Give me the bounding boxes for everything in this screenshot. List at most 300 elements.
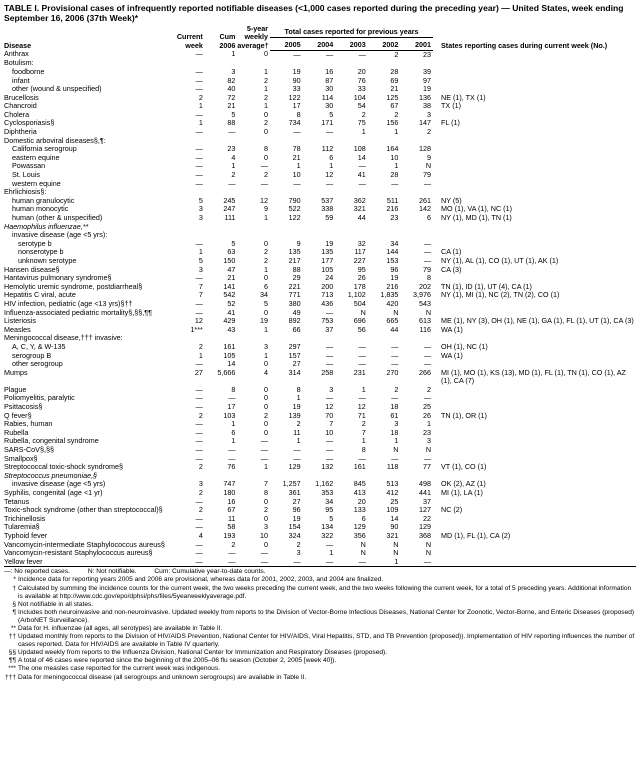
table-row (4, 455, 636, 464)
case-count: 66 (292, 325, 301, 334)
case-count (270, 223, 303, 232)
disease-name: Hemolytic uremic syndrome, postdiarrheal§ (4, 282, 143, 291)
states-reporting (433, 240, 636, 249)
disease-name: Typhoid fever (4, 531, 48, 540)
case-count: 30 (325, 102, 334, 111)
case-count: — (423, 179, 432, 188)
case-count: 1,162 (315, 480, 334, 489)
case-count: 845 (353, 480, 366, 489)
disease-name: Powassan (12, 162, 46, 171)
table-row (4, 317, 636, 326)
case-count: 6 (427, 214, 432, 222)
table-row (4, 274, 636, 283)
case-count: 14 (390, 514, 399, 523)
footnote (4, 649, 636, 657)
case-count: 49 (292, 308, 301, 317)
case-count: 3 (394, 420, 399, 429)
case-count: 25 (390, 497, 399, 506)
disease-name: Haemophilus influenzae,** (4, 222, 89, 231)
case-count: — (195, 446, 203, 455)
case-count: 34 (325, 497, 334, 506)
case-count: 2 (361, 420, 366, 429)
case-count: 0 (264, 360, 269, 369)
case-count: 47 (227, 265, 236, 274)
disease-name: Measles (4, 325, 31, 334)
case-count: 1 (264, 463, 269, 472)
case-count: 2 (264, 248, 269, 257)
case-count: 164 (386, 145, 399, 154)
header-year: 2001 (400, 37, 433, 50)
case-count: 95 (357, 265, 366, 274)
footnote (4, 585, 636, 601)
disease-name: Hepatitis C viral, acute (4, 291, 76, 300)
case-count: — (293, 446, 301, 455)
case-count: 200 (321, 282, 334, 291)
footnote (4, 674, 636, 682)
case-count (335, 223, 368, 232)
disease-name: Anthrax (4, 50, 29, 59)
case-count: 9 (264, 205, 269, 214)
case-count: 1 (264, 85, 269, 94)
table-row (4, 506, 636, 515)
case-count: — (326, 446, 334, 455)
case-count: 380 (288, 299, 301, 308)
case-count: N (425, 162, 432, 171)
case-count: 156 (386, 119, 399, 128)
states-reporting (433, 360, 636, 369)
footnote-text: A total of 46 cases were reported since the beginning of the 2005–06 flu season (October 2, 2005 [week 40]). (18, 657, 337, 665)
table-header (4, 25, 636, 50)
disease-name: Rubella, congenital syndrome (4, 437, 99, 446)
case-count: — (228, 446, 236, 455)
case-count: 12 (357, 403, 366, 412)
case-count: 1 (264, 102, 269, 111)
case-count: 7 (361, 428, 366, 437)
case-count: 2 (394, 110, 399, 119)
states-reporting: NY (1), AL (1), CO (1), UT (1), AK (1) (441, 256, 559, 265)
case-count: — (195, 497, 203, 506)
case-count (172, 223, 205, 232)
case-count: 23 (227, 145, 236, 154)
table-row (4, 300, 636, 309)
states-reporting (433, 137, 636, 146)
case-count: 270 (386, 368, 399, 377)
case-count (237, 231, 270, 240)
case-count: 153 (386, 256, 399, 265)
footnote (4, 609, 636, 625)
case-count: 88 (227, 119, 236, 128)
case-count (303, 188, 336, 197)
disease-name: eastern equine (12, 153, 60, 162)
states-reporting: MI (1), MO (1), KS (13), MD (1), FL (1), TN (1), CO (1), AZ (1), CA (7) (441, 368, 626, 386)
case-count: 154 (288, 523, 301, 532)
case-count: 88 (292, 265, 301, 274)
case-count: — (260, 446, 269, 455)
case-count: 4 (264, 368, 269, 377)
case-count: — (195, 308, 203, 317)
case-count: 56 (357, 325, 366, 334)
case-count: 147 (419, 119, 432, 128)
case-count: — (358, 342, 366, 351)
case-count (237, 188, 270, 197)
case-count (335, 334, 368, 343)
case-count: — (326, 454, 334, 463)
case-count: 8 (296, 110, 301, 119)
case-count: 34 (390, 239, 399, 248)
case-count: 38 (423, 102, 432, 111)
disease-name: Botulism: (4, 59, 34, 68)
disease-name: Chancroid (4, 102, 37, 111)
case-count: — (260, 454, 269, 463)
footnote-text: Includes both neuroinvasive and non-neuroinvasive. Updated weekly from reports to the Division of Vector-Borne Infectious Diseases, National Center for Zoonotic, Vector-Borne, and Enteric Diseases (proposed) (ArboNET Surveillance). (18, 608, 635, 624)
states-reporting: MD (1), FL (1), CA (2) (441, 531, 511, 540)
case-count: — (195, 428, 203, 437)
case-count: N (425, 446, 432, 455)
table-row (4, 68, 636, 77)
case-count: 1 (231, 162, 236, 171)
case-count: — (293, 454, 301, 463)
case-count (270, 472, 303, 481)
case-count: 2 (264, 411, 269, 420)
case-count (205, 137, 238, 146)
table-row (4, 412, 636, 421)
case-count: 441 (419, 489, 432, 497)
case-count: 266 (419, 368, 432, 377)
case-count: 2 (427, 385, 432, 394)
case-count: 34 (260, 291, 269, 300)
case-count: 39 (423, 67, 432, 76)
case-count: — (195, 403, 203, 412)
footnote (4, 625, 636, 633)
case-count (303, 223, 336, 232)
case-count: 747 (223, 480, 236, 489)
case-count: N (425, 308, 432, 317)
case-count: — (358, 162, 366, 171)
case-count: 17 (292, 102, 301, 111)
case-count: — (423, 248, 432, 257)
case-count: 10 (390, 153, 399, 162)
disease-name: A, C, Y, & W-135 (12, 342, 66, 351)
case-count: — (293, 50, 301, 59)
disease-name: Smallpox§ (4, 454, 38, 463)
footnote-list (4, 576, 636, 681)
case-count: — (270, 558, 303, 567)
states-reporting (433, 523, 636, 532)
footnote-marker: ††† (4, 673, 16, 681)
case-count: 2 (296, 540, 301, 549)
legend-not-notifiable: N: Not notifiable. (87, 568, 137, 576)
case-count: 26 (357, 274, 366, 283)
case-count: — (423, 394, 432, 403)
case-count: 103 (223, 411, 236, 420)
case-count: — (195, 360, 203, 369)
table-row (4, 231, 636, 240)
case-count: 2 (198, 342, 203, 351)
case-count: 3 (427, 437, 432, 446)
disease-name: Tularemia§ (4, 523, 40, 532)
states-reporting (433, 515, 636, 524)
table-row (4, 326, 636, 335)
case-count: 2 (394, 385, 399, 394)
case-count (237, 334, 270, 343)
case-count: 128 (419, 145, 432, 154)
case-count: 14 (357, 153, 366, 162)
case-count: 21 (227, 274, 236, 283)
case-count: — (335, 558, 368, 567)
case-count (237, 59, 270, 68)
table-row (4, 188, 636, 197)
table-row (4, 558, 636, 567)
table-row (4, 291, 636, 300)
states-reporting (433, 558, 636, 567)
case-count: 157 (288, 351, 301, 360)
case-count: 413 (353, 489, 366, 497)
case-count: 0 (264, 274, 269, 283)
case-count: 12 (260, 196, 269, 205)
case-count: — (326, 394, 334, 403)
case-count: 8 (427, 274, 432, 283)
footnote (4, 633, 636, 649)
case-count (303, 59, 336, 68)
case-count: 227 (353, 256, 366, 265)
case-count (237, 137, 270, 146)
table-row (4, 437, 636, 446)
header-year: 2003 (335, 37, 368, 50)
case-count: 314 (288, 368, 301, 377)
case-count: 202 (419, 282, 432, 291)
case-count: 26 (423, 411, 432, 420)
case-count: 61 (390, 411, 399, 420)
states-reporting (433, 549, 636, 558)
case-count: 5 (231, 239, 236, 248)
case-count: — (423, 351, 432, 360)
states-reporting: WA (1) (441, 325, 463, 334)
case-count: 11 (227, 514, 236, 523)
case-count: 0 (264, 394, 269, 403)
case-count: 76 (227, 463, 236, 472)
case-count: 356 (353, 531, 366, 540)
case-count: 23 (423, 428, 432, 437)
footnote-text: Data for H. influenzae (all ages, all serotypes) are available in Table II. (18, 625, 223, 632)
case-count: 104 (353, 93, 366, 102)
case-count: 114 (321, 93, 334, 102)
footnote-text: Updated weekly from reports to the Influenza Division, National Center for Immunization and Respiratory Diseases (proposed). (18, 649, 388, 657)
case-count: 353 (321, 489, 334, 497)
case-count: 40 (227, 85, 236, 94)
case-count: — (358, 360, 366, 369)
case-count: — (326, 50, 334, 59)
disease-name: Q fever§ (4, 411, 32, 420)
footnote-text: Calculated by summing the incidence counts for the current week, the two weeks preceding the current week, and the two weeks following the current week, for a total of 5 preceding years. Additional information is available at http://www.cdc.gov/epo/dphsi/phs/files/5yearweeklyaverage.pdf. (18, 584, 632, 600)
case-count: — (195, 179, 203, 188)
case-count (368, 231, 401, 240)
disease-name: human (other & unspecified) (12, 214, 103, 222)
case-count: N (393, 549, 399, 558)
case-count: — (195, 85, 203, 94)
disease-name: Streptococcus pneumoniae,§ (4, 471, 98, 480)
case-count: 511 (386, 196, 399, 205)
legend (4, 568, 636, 576)
case-count: 141 (223, 282, 236, 291)
case-count: 44 (390, 325, 399, 334)
case-count: 1,257 (282, 480, 301, 489)
table-row (4, 515, 636, 524)
case-count (368, 472, 401, 481)
case-count (172, 334, 205, 343)
case-count: 19 (390, 274, 399, 283)
case-count: 3,976 (413, 291, 432, 300)
disease-name: Trichinellosis (4, 514, 46, 523)
case-count: 5 (231, 110, 236, 119)
case-count: — (358, 179, 366, 188)
case-count: — (195, 239, 203, 248)
case-count: 3 (427, 110, 432, 119)
case-count: — (195, 437, 203, 446)
case-count: 11 (293, 428, 301, 437)
case-count: — (195, 540, 203, 549)
table-row (4, 541, 636, 550)
states-reporting: CA (3) (441, 265, 462, 274)
case-count: 21 (292, 153, 301, 162)
case-count: 0 (264, 497, 269, 506)
case-count: 6 (264, 282, 269, 291)
disease-name: other (wound & unspecified) (12, 85, 102, 94)
case-count: 696 (353, 317, 366, 326)
case-count: 193 (223, 531, 236, 540)
case-count: 1 (198, 248, 203, 257)
case-count: 522 (288, 205, 301, 214)
case-count: 10 (260, 531, 269, 540)
case-count: 1,102 (347, 291, 366, 300)
case-count: 8 (296, 385, 301, 394)
case-count: 29 (292, 274, 301, 283)
case-count: 122 (288, 214, 301, 222)
case-count (400, 231, 433, 240)
case-count: 361 (288, 489, 301, 497)
case-count: 0 (264, 128, 269, 137)
case-count: 0 (264, 385, 269, 394)
case-count: 1 (427, 420, 432, 429)
case-count (303, 334, 336, 343)
case-count: — (195, 145, 203, 154)
footnote (4, 657, 636, 665)
case-count: — (326, 128, 334, 137)
states-reporting (433, 472, 636, 481)
table-row (4, 446, 636, 455)
table-row (4, 145, 636, 154)
case-count: — (423, 239, 432, 248)
case-count: 139 (288, 411, 301, 420)
case-count: 77 (423, 463, 432, 472)
case-count: 16 (227, 497, 236, 506)
case-count: 2 (198, 463, 203, 472)
disease-name: foodborne (12, 67, 45, 76)
case-count: 0 (264, 50, 269, 59)
case-count: 67 (227, 506, 236, 515)
case-count (205, 334, 238, 343)
case-count: 87 (325, 76, 334, 85)
case-count: — (195, 128, 203, 137)
disease-name: Vancomycin-resistant Staphylococcus aureus§ (4, 549, 153, 558)
case-count: 177 (321, 256, 334, 265)
case-count: 0 (264, 428, 269, 437)
case-count: 6 (231, 428, 236, 437)
case-count: 111 (224, 214, 236, 222)
disease-name: HIV infection, pediatric (age <13 yrs)§†† (4, 299, 133, 308)
case-count: 513 (386, 480, 399, 489)
case-count: — (195, 420, 203, 429)
case-count (400, 59, 433, 68)
case-count: 28 (390, 67, 399, 76)
case-count: 1 (264, 214, 269, 222)
states-reporting: ME (1), NY (3), OH (1), NE (1), GA (1), FL (1), UT (1), CA (3) (441, 317, 634, 326)
case-count: 125 (386, 93, 399, 102)
case-count: 28 (390, 171, 399, 180)
table-row (4, 403, 636, 412)
disease-name: other serogroup (12, 360, 63, 369)
table-row (4, 343, 636, 352)
table-row (4, 111, 636, 120)
case-count: 665 (386, 317, 399, 326)
states-reporting (433, 403, 636, 412)
case-count: — (228, 549, 236, 558)
case-count: 321 (353, 205, 366, 214)
footnote (4, 601, 636, 609)
table-row (4, 283, 636, 292)
table-row (4, 162, 636, 171)
case-count: 753 (321, 317, 334, 326)
case-count: — (326, 351, 334, 360)
case-count: 1 (264, 351, 269, 360)
case-count: 37 (423, 497, 432, 506)
case-count: 58 (227, 523, 236, 532)
case-count: 0 (264, 403, 269, 412)
case-count: 1,835 (380, 291, 399, 300)
case-count: — (195, 153, 203, 162)
states-reporting: NY (5) (441, 196, 462, 205)
case-count: 7 (198, 291, 203, 300)
case-count: 180 (223, 489, 236, 497)
case-count: 338 (321, 205, 334, 214)
table-row (4, 429, 636, 438)
case-count: 4 (198, 531, 203, 540)
case-count: 1 (198, 119, 203, 128)
case-count: 161 (223, 342, 236, 351)
case-count: 63 (227, 248, 236, 257)
table-row (4, 119, 636, 128)
table-row (4, 352, 636, 361)
case-count: N (360, 549, 366, 558)
case-count: 67 (390, 102, 399, 111)
case-count: 2 (231, 171, 236, 180)
case-count: — (195, 454, 203, 463)
states-reporting: VT (1), CO (1) (441, 463, 487, 472)
states-reporting (433, 386, 636, 395)
case-count: 41 (357, 171, 366, 180)
case-count: 1 (329, 549, 334, 558)
states-reporting (433, 145, 636, 154)
footnote-marker: †† (8, 633, 16, 641)
case-count: 90 (390, 523, 399, 532)
case-count: 69 (390, 76, 399, 85)
disease-name: SARS-CoV§,§§ (4, 446, 54, 455)
case-count: 5,666 (217, 368, 236, 377)
table-row (4, 369, 636, 386)
case-count (400, 188, 433, 197)
case-count: 27 (194, 368, 203, 377)
footnote-marker: § (12, 600, 16, 608)
disease-name: Brucellosis (4, 93, 39, 102)
